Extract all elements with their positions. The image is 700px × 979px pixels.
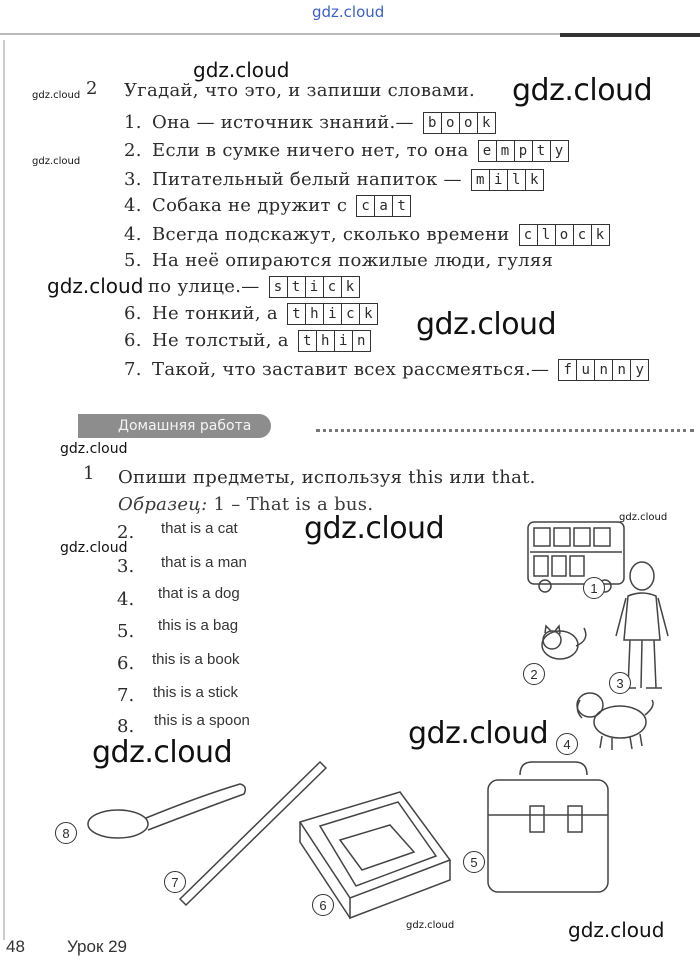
answer-number: 8. [117,716,135,737]
item-number: 5. [124,250,142,271]
answer-number: 5. [117,621,135,642]
page-number: 48 [6,937,25,956]
banner-dots [316,428,694,432]
item-number: 7. [124,359,142,380]
riddle-text: Питательный белый напиток — [152,169,462,190]
letter-boxes [478,140,569,162]
answer-number: 2. [117,522,135,543]
lesson-label: Урок 29 [67,937,128,956]
letter-boxes [298,330,371,352]
watermark-top: gdz.cloud [312,3,385,21]
answer-text: this is a bag [158,617,239,634]
riddle-text: Такой, что заставит всех рассмеяться.— [152,359,550,380]
item-number: 4. [124,224,142,245]
riddle-item [124,303,381,325]
riddle-text: Не тонкий, а [152,303,278,324]
answer-number: 3. [117,556,135,577]
letter-cell: p [515,141,533,161]
letter-cell: a [375,196,393,216]
letter-boxes [471,169,544,191]
letter-cell: l [508,170,526,190]
riddle-item [124,169,547,191]
riddle-text: Не толстый, а [152,330,289,351]
watermark-small: gdz.cloud [619,512,668,523]
letter-cell: t [533,141,551,161]
answer-number: 7. [117,685,135,706]
answer-text: this is a spoon [154,712,250,729]
item-number: 6. [124,330,142,351]
riddle-text: Собака не дружит с [152,195,348,216]
answer-number: 4. [117,589,135,610]
watermark-small: gdz.cloud [32,156,81,167]
letter-boxes [558,359,649,381]
letter-cell: i [490,170,508,190]
sample-text: 1 – That is a bus. [213,494,374,515]
riddle-text: Всегда подскажут, сколько времени [152,224,510,245]
letter-cell: o [556,225,574,245]
letter-cell: m [472,170,490,190]
letter-cell: c [324,277,342,297]
picture-label: 7 [164,871,186,893]
letter-cell: u [577,360,595,380]
riddle-text: На неё опираются пожилые люди, гуляя [152,250,554,271]
picture-label: 3 [609,672,631,694]
answer-text: that is a dog [158,585,240,602]
letter-boxes [287,303,378,325]
watermark: gdz.cloud [512,73,653,108]
item-number: 3. [124,169,142,190]
letter-cell: k [345,279,355,295]
letter-cell: k [595,227,605,243]
letter-cell: t [397,198,407,214]
letter-cell: t [288,304,306,324]
bus-icon [528,522,624,592]
letter-cell: h [317,331,335,351]
riddle-text: Она — источник знаний.— [152,112,414,133]
picture-label: 5 [463,851,485,873]
letter-cell: n [356,333,366,349]
riddle-item [124,140,572,162]
picture-label: 4 [556,733,578,755]
letter-cell: b [424,113,442,133]
sample-label: Образец: [118,494,208,515]
letter-cell: y [554,143,564,159]
watermark: gdz.cloud [92,735,233,770]
cat-icon [542,626,586,659]
letter-cell: i [306,277,324,297]
answer-number: 6. [117,653,135,674]
letter-cell: k [530,172,539,188]
watermark: gdz.cloud [416,307,557,342]
riddle-item [124,195,414,217]
watermark: gdz.cloud [408,716,549,751]
letter-cell: n [613,360,631,380]
homework-banner: Домашняя работа [78,414,271,438]
watermark-small: gdz.cloud [32,90,81,101]
item-number: 4. [124,195,142,216]
letter-cell: t [299,331,317,351]
letter-cell: s [270,277,288,297]
letter-cell: f [559,360,577,380]
picture-label: 1 [583,577,605,599]
letter-boxes [269,276,360,298]
exercise-number: 1 [83,463,95,484]
exercise-number: 2 [86,78,98,99]
watermark-small: gdz.cloud [60,441,128,457]
answer-text: this is a stick [153,684,239,701]
picture-label: 2 [523,663,545,685]
riddle-item [124,359,652,381]
answer-text: this is a book [152,651,240,668]
spoon-icon [88,784,245,838]
letter-cell: o [460,113,478,133]
illustrations [0,500,700,940]
letter-cell: l [538,225,556,245]
letter-cell: i [324,304,342,324]
letter-cell: c [520,225,538,245]
item-number: 2. [124,140,142,161]
letter-cell: m [497,141,515,161]
letter-cell: k [364,306,373,322]
picture-label: 6 [312,894,334,916]
riddle-item [124,250,553,271]
letter-cell: t [288,277,306,297]
watermark: gdz.cloud [568,918,665,942]
exercise-title: Опиши предметы, используя this или that. [118,467,536,488]
letter-boxes [519,224,610,246]
watermark-small: gdz.cloud [406,920,455,931]
bag-icon [488,762,608,892]
riddle-item [124,112,499,134]
letter-cell: n [595,360,613,380]
letter-cell: e [479,141,497,161]
answer-text: that is a man [161,554,247,571]
riddle-text: по улице.— [148,276,260,297]
letter-cell: k [482,115,491,131]
watermark: gdz.cloud [304,511,445,546]
watermark: gdz.cloud [193,58,290,82]
top-rule-dark [560,33,700,37]
stick-icon [180,762,326,905]
riddle-item [124,330,374,352]
letter-cell: y [635,362,645,378]
watermark-small: gdz.cloud [60,540,128,556]
watermark: gdz.cloud [47,274,144,298]
dog-icon [577,693,653,750]
letter-cell: c [357,196,375,216]
letter-boxes [423,112,496,134]
exercise-title: Угадай, что это, и запиши словами. [124,80,476,101]
letter-cell: i [335,331,353,351]
picture-label: 8 [55,822,77,844]
letter-cell: c [342,304,360,324]
item-number: 1. [124,112,142,133]
item-number: 6. [124,303,142,324]
riddle-text: Если в сумке ничего нет, то она [152,140,469,161]
riddle-item-continuation [148,276,363,298]
letter-cell: h [306,304,324,324]
letter-boxes [356,195,411,217]
riddle-item [124,224,613,246]
letter-cell: o [442,113,460,133]
answer-text: that is a cat [161,520,238,537]
letter-cell: c [574,225,592,245]
